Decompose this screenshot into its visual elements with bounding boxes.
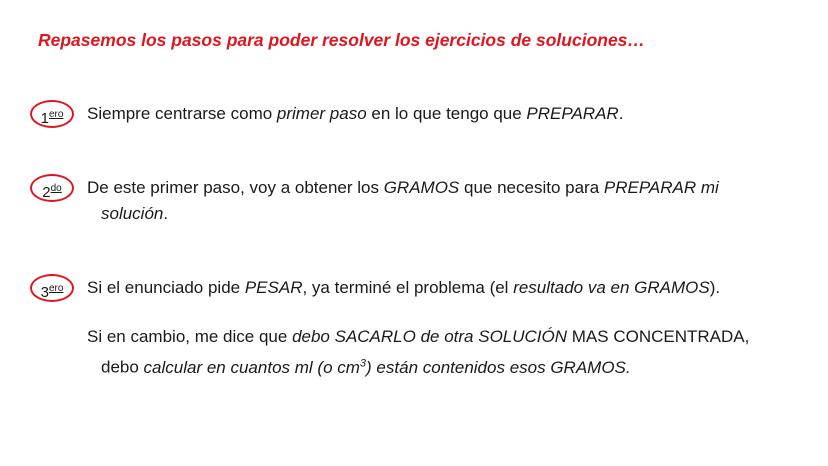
text-segment: De este primer paso, voy a obtener los: [87, 178, 384, 197]
text-italic: [144, 358, 631, 377]
text-segment: que necesito para: [459, 178, 604, 197]
text-segment: , ya terminé el problema (el: [302, 278, 514, 297]
step-ordinal: do: [50, 183, 62, 194]
text-segment: ) están contenidos esos GRAMOS.: [366, 357, 631, 377]
step-3-paragraph-line-2: [101, 351, 631, 380]
text-segment: debo: [101, 357, 144, 377]
step-1-text: [87, 102, 623, 126]
text-italic: solución: [101, 204, 164, 223]
text-segment: Si el enunciado pide: [87, 278, 245, 297]
step-3-text: [87, 276, 720, 300]
text-italic: primer paso: [276, 104, 367, 123]
step-1-badge: [30, 100, 74, 128]
text-segment: .: [618, 104, 624, 123]
step-number: 1: [40, 110, 49, 127]
text-segment: Si en cambio, me dice que: [87, 327, 293, 346]
slide-title: Repasemos los pasos para poder resolver los ejercicios de soluciones…: [38, 30, 645, 50]
text-segment: ).: [709, 278, 721, 297]
step-2-text-line-2: [101, 202, 168, 226]
step-2-badge: [30, 174, 74, 202]
text-segment: .: [163, 204, 169, 223]
superscript: 3: [359, 357, 367, 369]
text-italic: PESAR: [244, 278, 303, 297]
text-italic: resultado va en GRAMOS: [513, 278, 710, 297]
text-italic: GRAMOS: [383, 178, 460, 197]
text-segment: en lo que tengo que: [366, 104, 527, 123]
step-3-badge: [30, 274, 74, 302]
text-italic: PREPARAR: [526, 104, 619, 123]
text-italic: debo SACARLO de otra SOLUCIÓN: [292, 327, 568, 346]
step-number: 3: [40, 284, 49, 301]
text-italic: PREPARAR mi: [603, 178, 719, 197]
step-number: 2: [42, 184, 51, 201]
step-ordinal: ero: [48, 109, 64, 120]
step-2-text-line-1: [87, 176, 719, 200]
step-ordinal: ero: [48, 283, 64, 294]
text-segment: calcular en cuantos ml (o cm: [143, 357, 360, 377]
step-3-paragraph-line-1: [87, 325, 749, 349]
text-segment: Siempre centrarse como: [87, 104, 277, 123]
text-segment: MAS CONCENTRADA,: [567, 327, 750, 346]
